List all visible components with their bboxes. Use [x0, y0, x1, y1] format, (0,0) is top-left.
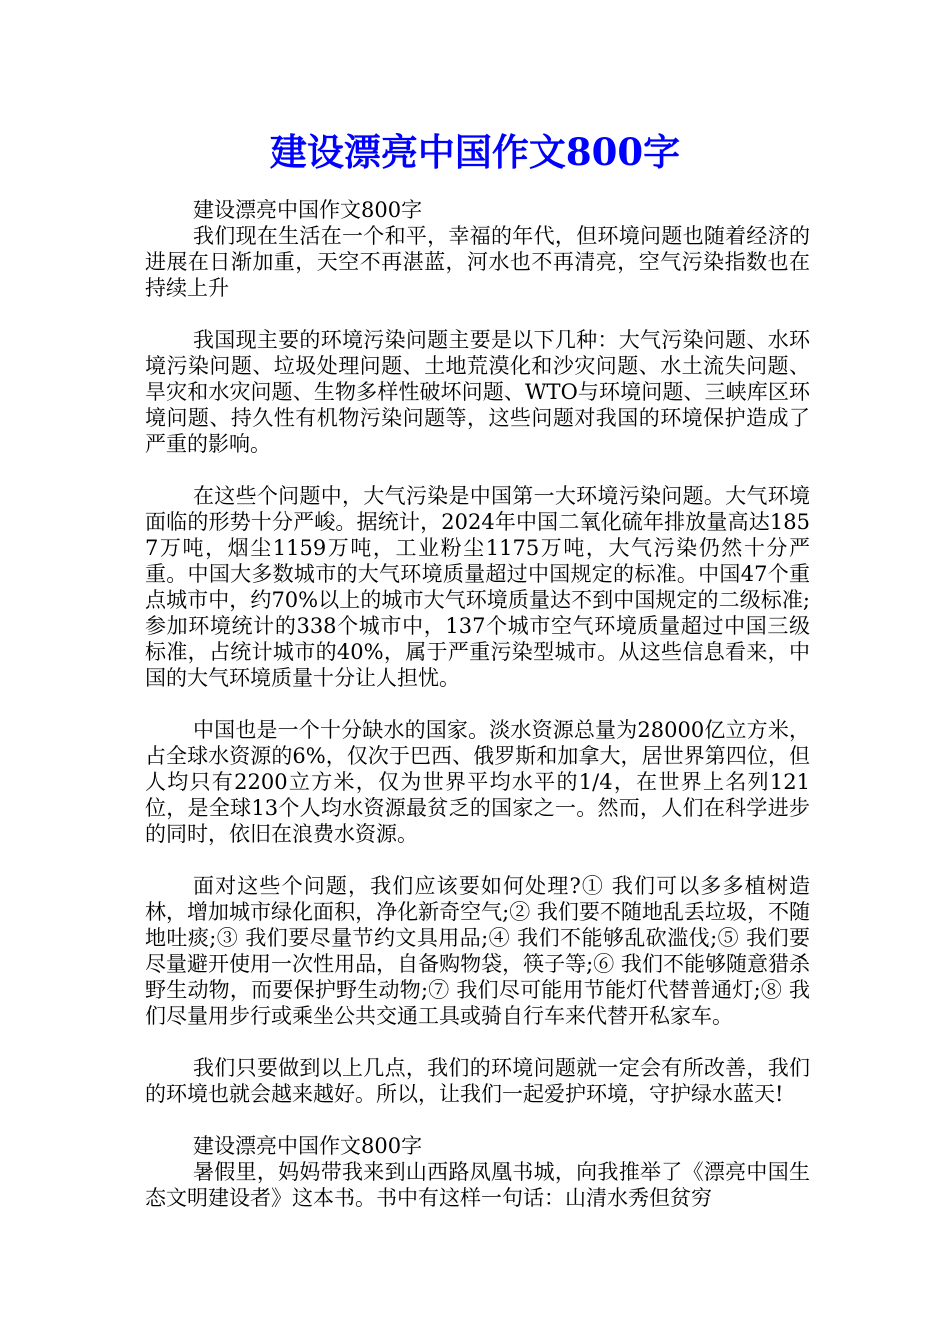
body-paragraph: 我们只要做到以上几点，我们的环境问题就一定会有所改善，我们的环境也就会越来越好。所以，让我们一起爱护环境，守护绿水蓝天!	[145, 1056, 810, 1106]
body-paragraph: 我们现在生活在一个和平，幸福的年代，但环境问题也随着经济的进展在日渐加重，天空不再湛蓝，河水也不再清亮，空气污染指数也在持续上升	[145, 224, 810, 300]
paragraph-spacer	[145, 301, 810, 327]
body-paragraph: 我国现主要的环境污染问题主要是以下几种：大气污染问题、水环境污染问题、垃圾处理问题、土地荒漠化和沙灾问题、水土流失问题、旱灾和水灾问题、生物多样性破坏问题、WTO与环境问题、三峡库区环境问题、持久性有机物污染问题等，这些问题对我国的环境保护造成了严重的影响。	[145, 328, 810, 456]
body-paragraph: 中国也是一个十分缺水的国家。淡水资源总量为28000亿立方米，占全球水资源的6%，仅次于巴西、俄罗斯和加拿大，居世界第四位，但人均只有2200立方米，仅为世界平均水平的1/4，在世界上名列121位，是全球13个人均水资源最贫乏的国家之一。然而，人们在科学进步的同时，依旧在浪费水资源。	[145, 718, 810, 846]
body-paragraph: 建设漂亮中国作文800字	[193, 1134, 423, 1158]
body-paragraph: 暑假里，妈妈带我来到山西路凤凰书城，向我推举了《漂亮中国生态文明建设者》这本书。书中有这样一句话：山清水秀但贫穷	[145, 1160, 810, 1210]
paragraph-spacer	[145, 847, 810, 873]
body-paragraph: 建设漂亮中国作文800字	[193, 198, 423, 222]
document-title: 建设漂亮中国作文800字	[269, 130, 681, 174]
paragraph-spacer	[145, 1029, 810, 1055]
paragraph-spacer	[145, 457, 810, 483]
body-paragraph: 面对这些个问题，我们应该要如何处理?① 我们可以多多植树造林，增加城市绿化面积，净化新奇空气;② 我们要不随地乱丢垃圾，不随地吐痰;③ 我们要尽量节约文具用品;④ 我们不能够乱砍滥伐;⑤ 我们要尽量避开使用一次性用品，自备购物袋，筷子等;⑥ 我们不能够随意猎杀野生动物，而要保护野生动物;⑦ 我们尽可能用节能灯代替普通灯;⑧ 我们尽量用步行或乘坐公共交通工具或骑自行车来代替开私家车。	[145, 874, 810, 1028]
document-body	[145, 197, 810, 1211]
paragraph-spacer	[145, 691, 810, 717]
paragraph-spacer	[145, 1107, 810, 1133]
body-paragraph: 在这些个问题中，大气污染是中国第一大环境污染问题。大气环境面临的形势十分严峻。据统计，2024年中国二氧化硫年排放量高达1857万吨，烟尘1159万吨，工业粉尘1175万吨，大气污染仍然十分严重。中国大多数城市的大气环境质量超过中国规定的标准。中国47个重点城市中，约70%以上的城市大气环境质量达不到中国规定的二级标准;参加环境统计的338个城市中，137个城市空气环境质量超过中国三级标准，占统计城市的40%，属于严重污染型城市。从这些信息看来，中国的大气环境质量十分让人担忧。	[145, 484, 810, 690]
